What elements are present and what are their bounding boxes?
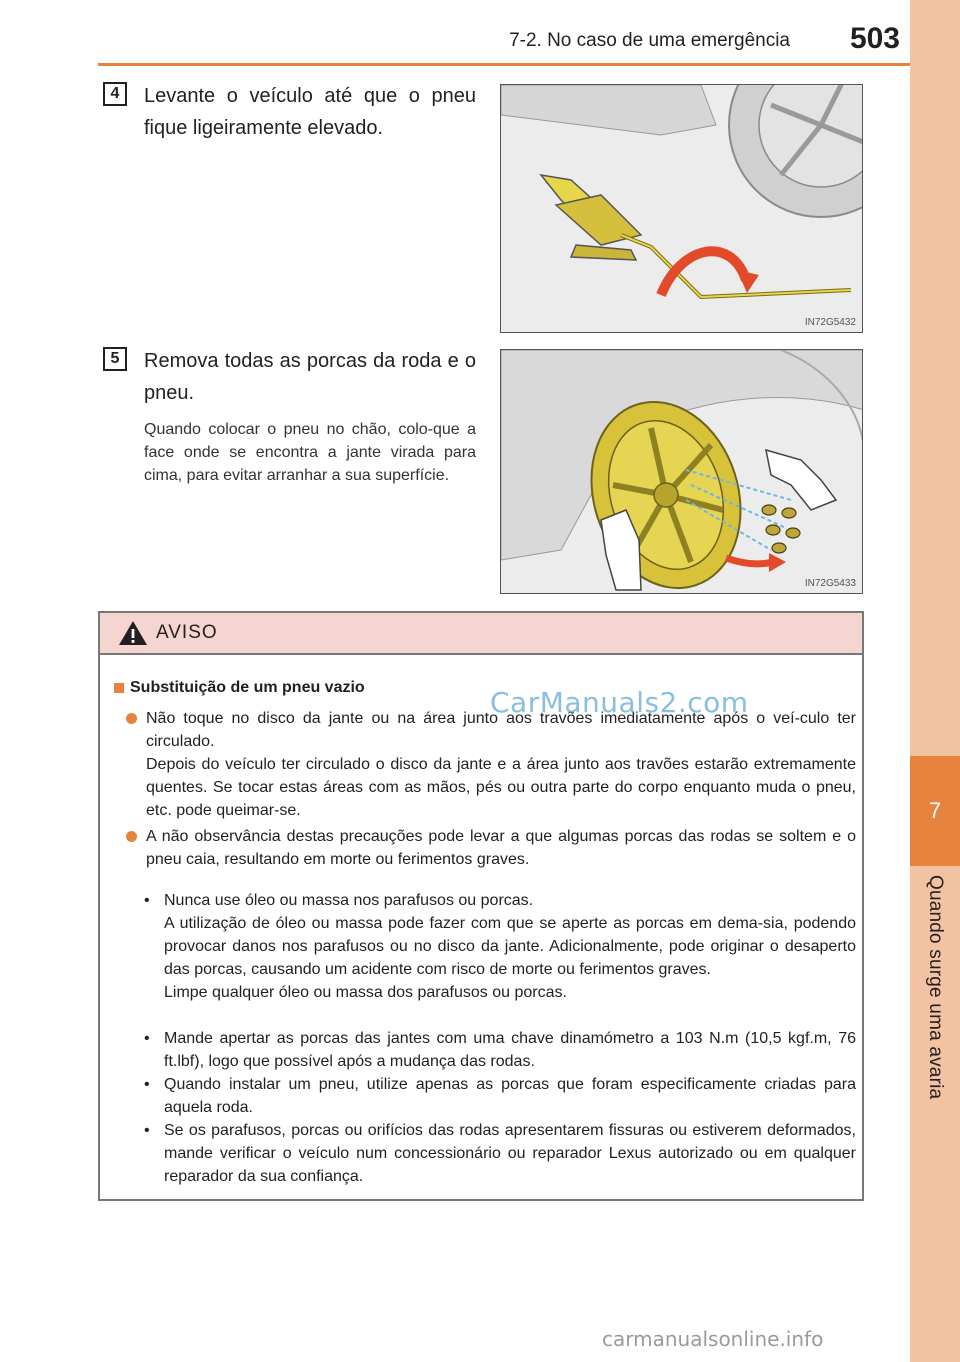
bullet-glyph: • — [144, 1076, 150, 1093]
warning-body — [100, 657, 862, 1199]
warning-bullet-2 — [144, 1027, 856, 1073]
jack-illustration — [500, 84, 863, 333]
wheel-removal-illustration — [500, 349, 863, 594]
warning-title: AVISO — [156, 622, 218, 643]
figure-code-5: IN72G5433 — [804, 578, 856, 589]
circle-bullet-icon — [126, 831, 137, 842]
step-5-note: Quando colocar o pneu no chão, colo-que a face onde se encontra a jante virada para cima, para evitar arranhar a sua superfície. — [144, 421, 476, 484]
warning-subtitle: Substituição de um pneu vazio — [130, 679, 365, 696]
chapter-number-tab — [910, 756, 960, 866]
warning-bullet-3-text: Quando instalar um pneu, utilize apenas as porcas que foram especificamente criadas para aquela roda. — [164, 1076, 856, 1116]
page-number: 503 — [849, 22, 900, 55]
warning-item-1-first: Não toque no disco da jante ou na área junto aos travões imediatamente após o veí-culo ter circulado. — [146, 710, 856, 750]
step-number-5: 5 — [103, 347, 127, 371]
bullet-glyph: • — [144, 1030, 150, 1047]
warning-box — [98, 611, 864, 1201]
step-5-text: Remova todas as porcas da roda e o pneu. — [144, 350, 476, 404]
warning-subtitle-row — [114, 679, 365, 697]
warning-bullet-1-c: Limpe qualquer óleo ou massa dos parafusos ou porcas. — [164, 984, 567, 1001]
warning-item-2 — [126, 825, 856, 871]
warning-bullet-1 — [144, 889, 856, 1004]
side-tab-strip — [910, 0, 960, 1362]
jack-lift-illustration — [501, 85, 863, 333]
warning-header — [100, 613, 862, 655]
bullet-glyph: • — [144, 892, 150, 909]
chapter-title-tab — [914, 875, 956, 1135]
warning-item-1 — [126, 707, 856, 822]
footer-watermark: carmanualsonline.info — [602, 1327, 824, 1351]
warning-item-2-text: A não observância destas precauções pode levar a que algumas porcas das rodas se soltem e o pneu caia, resultando em morte ou ferimentos graves. — [146, 828, 856, 868]
figure-code-4: IN72G5432 — [804, 317, 856, 328]
warning-bullet-3 — [144, 1073, 856, 1119]
warning-bullet-4 — [144, 1119, 856, 1188]
warning-bullet-1-a: Nunca use óleo ou massa nos parafusos ou porcas. — [164, 892, 534, 909]
warning-triangle-icon — [118, 620, 148, 646]
bullet-glyph: • — [144, 1122, 150, 1139]
warning-bullet-2-text: Mande apertar as porcas das jantes com uma chave dinamómetro a 103 N.m (10,5 kgf.m, 76 ft.lbf), logo que possível após a mudança das rodas. — [164, 1030, 856, 1070]
section-title: 7-2. No caso de uma emergência — [509, 30, 790, 51]
warning-bullet-1-b: A utilização de óleo ou massa pode fazer com que se aperte as porcas em dema-sia, podendo provocar danos nos parafusos ou no disco da jante. Adicionalmente, pode originar o desaperto das porcas, causando um acidente com risco de morte ou ferimentos graves. — [164, 915, 856, 978]
step-4-text: Levante o veículo até que o pneu fique ligeiramente elevado. — [144, 85, 476, 139]
square-bullet-icon — [114, 683, 124, 693]
warning-bullet-4-text: Se os parafusos, porcas ou orifícios das rodas apresentarem fissuras ou estiverem deformados, mande verificar o veículo num concessionário ou reparador Lexus autorizado ou em qualquer reparador da sua confiança. — [164, 1122, 856, 1185]
circle-bullet-icon — [126, 713, 137, 724]
header-rule — [98, 63, 910, 66]
wheel-removal-drawing — [501, 350, 863, 594]
chapter-number: 7 — [928, 798, 942, 823]
overlay-watermark: CarManuals2.com — [490, 686, 749, 719]
chapter-title: Quando surge uma avaria — [925, 875, 946, 1100]
warning-item-1-second: Depois do veículo ter circulado o disco da jante e a área junto aos travões estarão extremamente quentes. Se tocar estas áreas com as mãos, pés ou outra parte do corpo enquanto muda o pneu, etc. pode queimar-se. — [146, 756, 856, 819]
step-number-4: 4 — [103, 82, 127, 106]
